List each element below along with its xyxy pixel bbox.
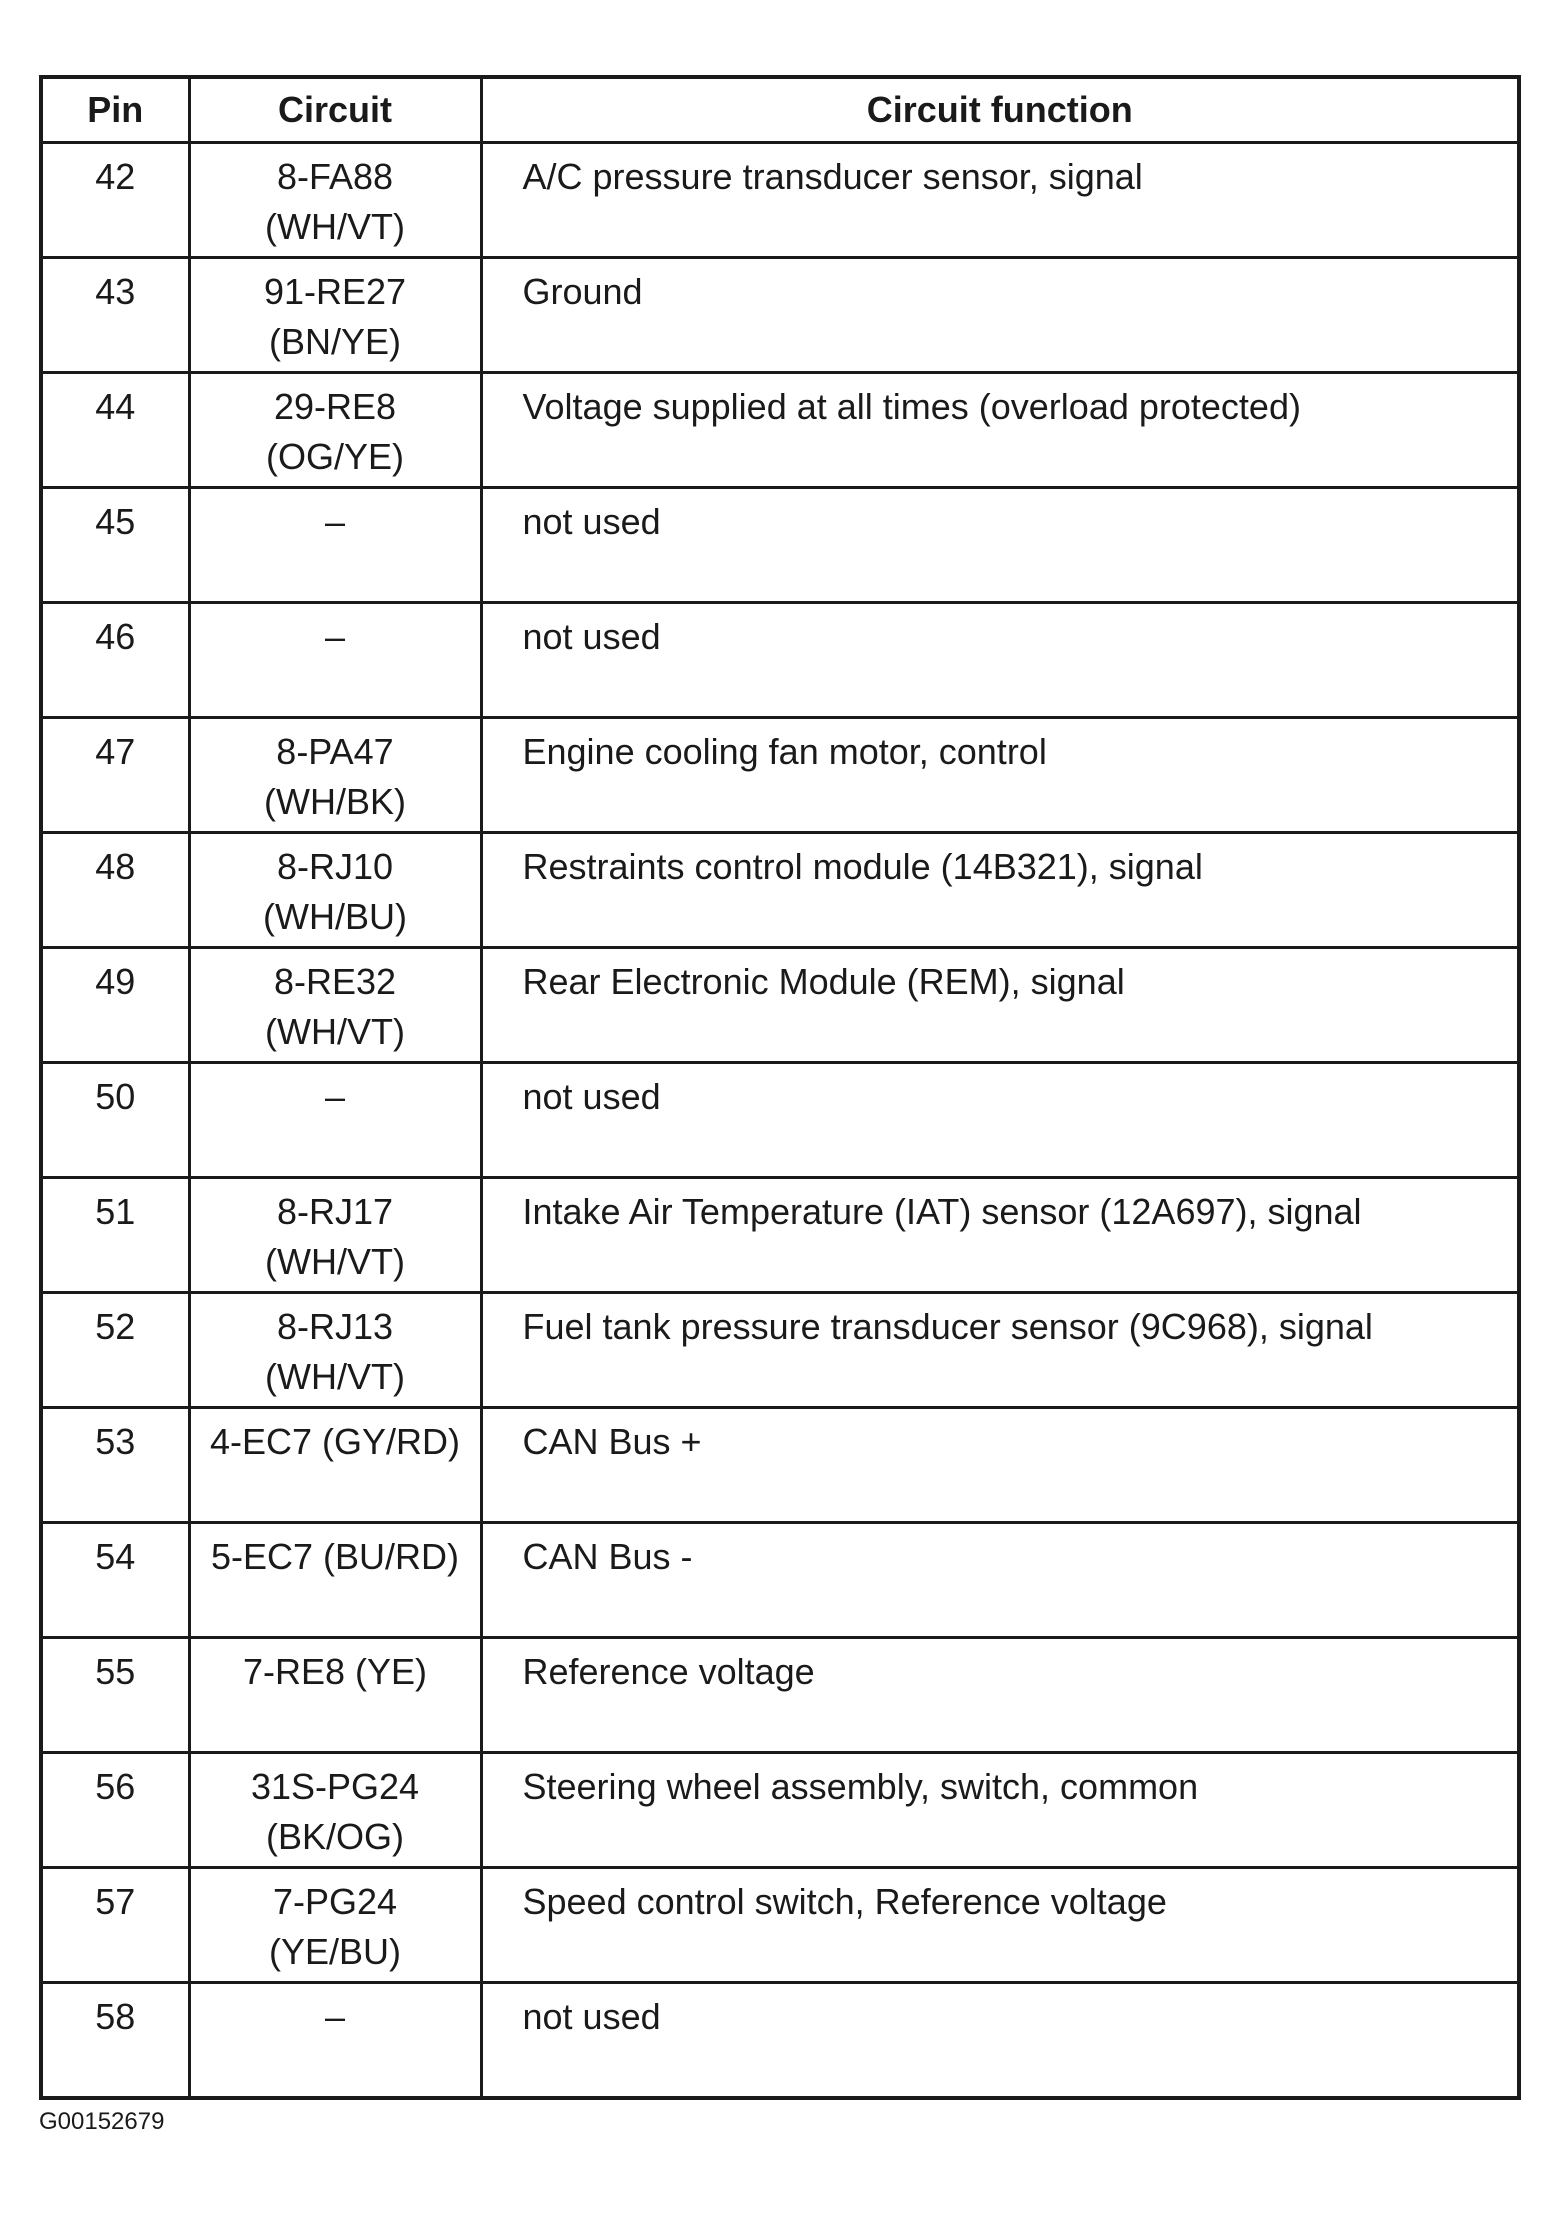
table-row [41,373,1519,488]
circuit-code: – [324,501,346,542]
circuit-wire-color: (WH/BU) [263,896,407,937]
circuit-cell [189,1753,481,1868]
circuit-cell [189,258,481,373]
pin-number: 58 [41,1983,189,2098]
table-row [41,143,1519,258]
circuit-cell [189,833,481,948]
circuit-cell [189,1638,481,1753]
pin-number: 54 [41,1523,189,1638]
circuit-wire-color: (WH/VT) [265,1011,405,1052]
pin-circuit-table [39,75,1521,2100]
circuit-code: 4-EC7 (GY/RD) [209,1421,461,1462]
table-row [41,488,1519,603]
circuit-cell [189,948,481,1063]
circuit-code: 8-FA88 [276,156,394,197]
circuit-function: not used [481,488,1519,603]
pin-number: 50 [41,1063,189,1178]
circuit-function: not used [481,1063,1519,1178]
circuit-wire-color: (BK/OG) [265,1816,404,1857]
circuit-code: 8-RE32 [273,961,397,1002]
circuit-cell [189,488,481,603]
table-row [41,1753,1519,1868]
table-header-row [41,77,1519,143]
circuit-function: Steering wheel assembly, switch, common [481,1753,1519,1868]
circuit-code: 7-PG24 [272,1881,398,1922]
table-row [41,1523,1519,1638]
circuit-function: Rear Electronic Module (REM), signal [481,948,1519,1063]
pin-number: 51 [41,1178,189,1293]
table-row [41,948,1519,1063]
circuit-function: not used [481,1983,1519,2098]
circuit-wire-color: (WH/VT) [265,1356,405,1397]
circuit-wire-color: (YE/BU) [268,1931,401,1972]
circuit-function: Ground [481,258,1519,373]
circuit-cell [189,1523,481,1638]
circuit-function: Voltage supplied at all times (overload protected) [481,373,1519,488]
circuit-wire-color: (OG/YE) [265,436,404,477]
circuit-function: Fuel tank pressure transducer sensor (9C968), signal [481,1293,1519,1408]
table-row [41,1868,1519,1983]
circuit-code: – [324,1076,346,1117]
circuit-code: 8-PA47 [276,731,394,772]
circuit-function: CAN Bus - [481,1523,1519,1638]
circuit-code: 8-RJ10 [276,846,394,887]
circuit-function: CAN Bus + [481,1408,1519,1523]
circuit-function: not used [481,603,1519,718]
circuit-code: 31S-PG24 [250,1766,420,1807]
table-row [41,1983,1519,2098]
circuit-wire-color: (WH/BK) [264,781,406,822]
figure-id: G00152679 [39,2108,165,2135]
circuit-function: Intake Air Temperature (IAT) sensor (12A697), signal [481,1178,1519,1293]
pin-number: 53 [41,1408,189,1523]
circuit-wire-color: (WH/VT) [265,1241,405,1282]
circuit-cell [189,373,481,488]
header-circuit-function: Circuit function [481,77,1519,143]
circuit-function: Reference voltage [481,1638,1519,1753]
table-row [41,718,1519,833]
circuit-cell [189,1408,481,1523]
circuit-code: – [324,1996,346,2037]
circuit-cell [189,1293,481,1408]
circuit-code: 7-RE8 (YE) [242,1651,428,1692]
circuit-code: 5-EC7 (BU/RD) [210,1536,460,1577]
circuit-cell [189,1983,481,2098]
circuit-cell [189,143,481,258]
circuit-function: A/C pressure transducer sensor, signal [481,143,1519,258]
circuit-cell [189,603,481,718]
circuit-cell [189,1868,481,1983]
pin-number: 42 [41,143,189,258]
table-row [41,258,1519,373]
table-row [41,1638,1519,1753]
pin-number: 47 [41,718,189,833]
pin-number: 57 [41,1868,189,1983]
pin-number: 55 [41,1638,189,1753]
pin-number: 52 [41,1293,189,1408]
header-circuit: Circuit [189,77,481,143]
circuit-code: 8-RJ13 [276,1306,394,1347]
table-row [41,1408,1519,1523]
circuit-cell [189,1178,481,1293]
table-row [41,833,1519,948]
pin-number: 49 [41,948,189,1063]
circuit-function: Engine cooling fan motor, control [481,718,1519,833]
circuit-function: Restraints control module (14B321), signal [481,833,1519,948]
header-pin: Pin [41,77,189,143]
pin-number: 46 [41,603,189,718]
table-row [41,1063,1519,1178]
circuit-wire-color: (WH/VT) [265,206,405,247]
circuit-wire-color: (BN/YE) [268,321,401,362]
pin-number: 45 [41,488,189,603]
table-row [41,1293,1519,1408]
circuit-function: Speed control switch, Reference voltage [481,1868,1519,1983]
circuit-cell [189,1063,481,1178]
pin-number: 48 [41,833,189,948]
pin-number: 44 [41,373,189,488]
pin-number: 56 [41,1753,189,1868]
table-row [41,1178,1519,1293]
circuit-code: – [324,616,346,657]
circuit-code: 8-RJ17 [276,1191,394,1232]
circuit-code: 91-RE27 [263,271,407,312]
circuit-cell [189,718,481,833]
table-row [41,603,1519,718]
circuit-code: 29-RE8 [273,386,397,427]
pin-number: 43 [41,258,189,373]
